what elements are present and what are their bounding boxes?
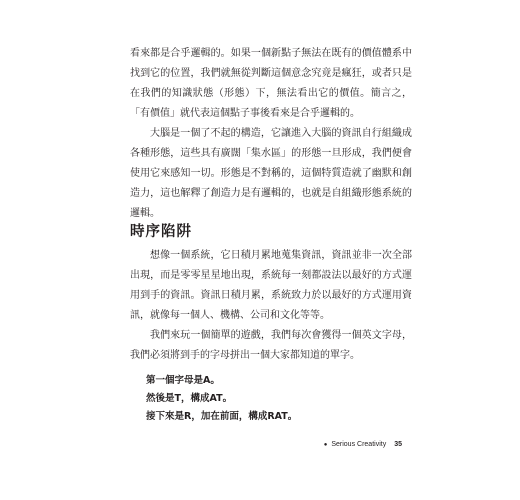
body-paragraph-4: 我們來玩一個簡單的遊戲，我們每次會獲得一個英文字母，我們必須將到手的字母拼出一個大家都知道的單字。 — [130, 330, 412, 361]
section-heading: 時序陷阱 — [130, 223, 192, 240]
body-paragraph-2: 大腦是一個了不起的構造，它讓進入大腦的資訊自行組織成各種形態，這些具有廣闊「集水區」的形態一旦形成，我們便會使用它來感知一切。形態是不對稱的，這個特質造就了幽默和創造力，這也解釋了創造力是有邏輯的，也就是自組織形態系統的邏輯。 — [130, 128, 412, 219]
page-footer — [324, 440, 402, 450]
letter-step: 然後是T，構成AT。 — [146, 393, 233, 404]
bullet-icon: ● — [323, 442, 328, 448]
letter-step: 第一個字母是A。 — [146, 375, 220, 386]
page-number: 35 — [394, 441, 402, 448]
body-paragraph-3: 想像一個系統，它日積月累地蒐集資訊，資訊並非一次全部出現，而是零零星星地出現，系統每一刻都設法以最好的方式運用到手的資訊。資訊日積月累，系統致力於以最好的方式運用資訊，就像每一個人、機構、公司和文化等等。 — [130, 250, 412, 321]
running-title: Serious Creativity — [331, 441, 387, 448]
body-paragraph-1: 看來都是合乎邏輯的。如果一個新點子無法在既有的價值體系中找到它的位置，我們就無從判斷這個意念究竟是瘋狂，或者只是在我們的知識狀態（形態）下，無法看出它的價值。簡言之，「有價值」就代表這個點子事後看來是合乎邏輯的。 — [130, 48, 412, 119]
letter-step: 接下來是R，加在前面，構成RAT。 — [146, 411, 298, 422]
letter-game-steps — [146, 372, 297, 426]
